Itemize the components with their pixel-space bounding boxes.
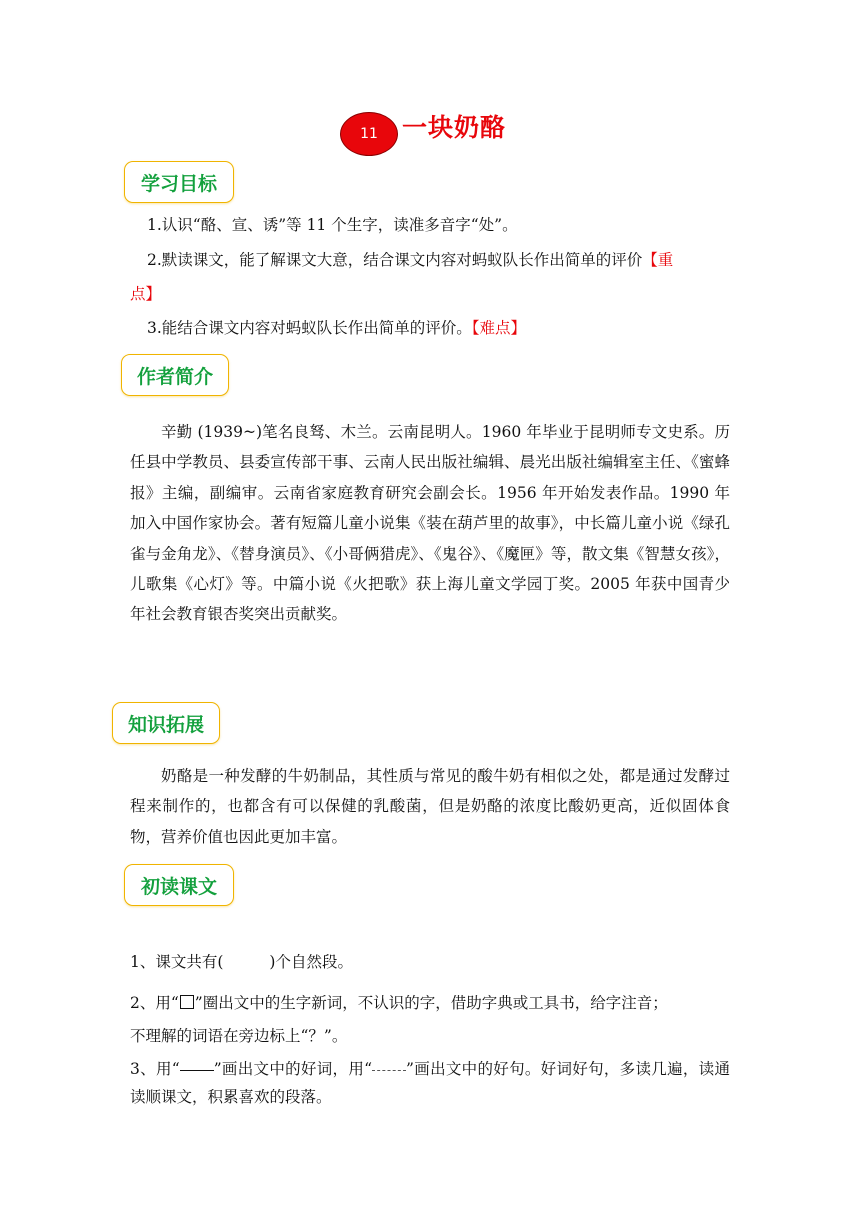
goal-item-3-text: 3.能结合课文内容对蚂蚁队长作出简单的评价。 bbox=[147, 319, 472, 337]
key-point-mark-end: 点】 bbox=[130, 285, 162, 303]
question-3-middle: ”画出文中的好词，用“ bbox=[213, 1060, 373, 1078]
section-goals-heading: 学习目标 bbox=[124, 161, 234, 203]
section-knowledge-heading: 知识拓展 bbox=[112, 702, 220, 744]
question-1-end: )个自然段。 bbox=[269, 953, 353, 971]
goal-item-2-text: 2.默读课文，能了解课文大意，结合课文内容对蚂蚁队长作出简单的评价 bbox=[147, 251, 643, 269]
lesson-title: 一块奶酪 bbox=[402, 113, 507, 142]
lesson-number-badge: 11 bbox=[340, 112, 398, 156]
question-3-end: ”画出文中的好句。好词好句，多读几遍，读通读顺课文，积累喜欢的段落。 bbox=[130, 1060, 730, 1106]
section-reading-heading: 初读课文 bbox=[124, 864, 234, 906]
reading-question-2 bbox=[130, 991, 730, 1013]
reading-question-1 bbox=[130, 950, 730, 972]
key-point-mark-start: 【重 bbox=[642, 251, 674, 269]
reading-question-3 bbox=[130, 1055, 730, 1111]
author-paragraph: 辛勤 (1939~)笔名良驽、木兰。云南昆明人。1960 年毕业于昆明师专文史系。历任县中学教员、县委宣传部干事、云南人民出版社编辑、晨光出版社编辑室主任、《蜜蜂报》主编，副编审。云南省家庭教育研究会副会长。1956 年开始发表作品。1990 年加入中国作家协会。著有短篇儿童小说集《装在葫芦里的故事》，中长篇儿童小说《绿孔雀与金角龙》、《替身演员》、《小哥俩猎虎》、《鬼谷》、《魔匣》等，散文集《智慧女孩》，儿歌集《心灯》等。中篇小说《火把歌》获上海儿童文学园丁奖。2005 年获中国青少年社会教育银杏奖突出贡献奖。 bbox=[130, 423, 730, 624]
question-1-start: 1、课文共有( bbox=[130, 953, 224, 971]
goal-item-1: 1.认识“酪、宣、诱”等 11 个生字，读准多音字“处”。 bbox=[147, 216, 518, 234]
goal-item-2 bbox=[147, 245, 747, 275]
difficult-point-mark: 【难点】 bbox=[471, 319, 527, 337]
knowledge-paragraph: 奶酪是一种发酵的牛奶制品，其性质与常见的酸牛奶有相似之处，都是通过发酵过程来制作的，也都含有可以保健的乳酸菌，但是奶酪的浓度比酸奶更高，近似固体食物，营养价值也因此更加丰富。 bbox=[130, 767, 730, 846]
square-box-icon bbox=[180, 995, 194, 1009]
goal-item-3 bbox=[147, 313, 747, 343]
question-2-start: 2、用“ bbox=[130, 994, 179, 1012]
section-author-heading: 作者简介 bbox=[121, 354, 229, 396]
question-3-start: 3、用“ bbox=[130, 1060, 180, 1078]
reading-question-2-continued: 不理解的词语在旁边标上“？”。 bbox=[130, 1027, 348, 1045]
straight-underline-icon bbox=[180, 1070, 214, 1071]
question-2-middle: ”圈出文中的生字新词，不认识的字，借助字典或工具书，给字注音； bbox=[194, 994, 668, 1012]
wavy-underline-icon bbox=[372, 1070, 406, 1071]
